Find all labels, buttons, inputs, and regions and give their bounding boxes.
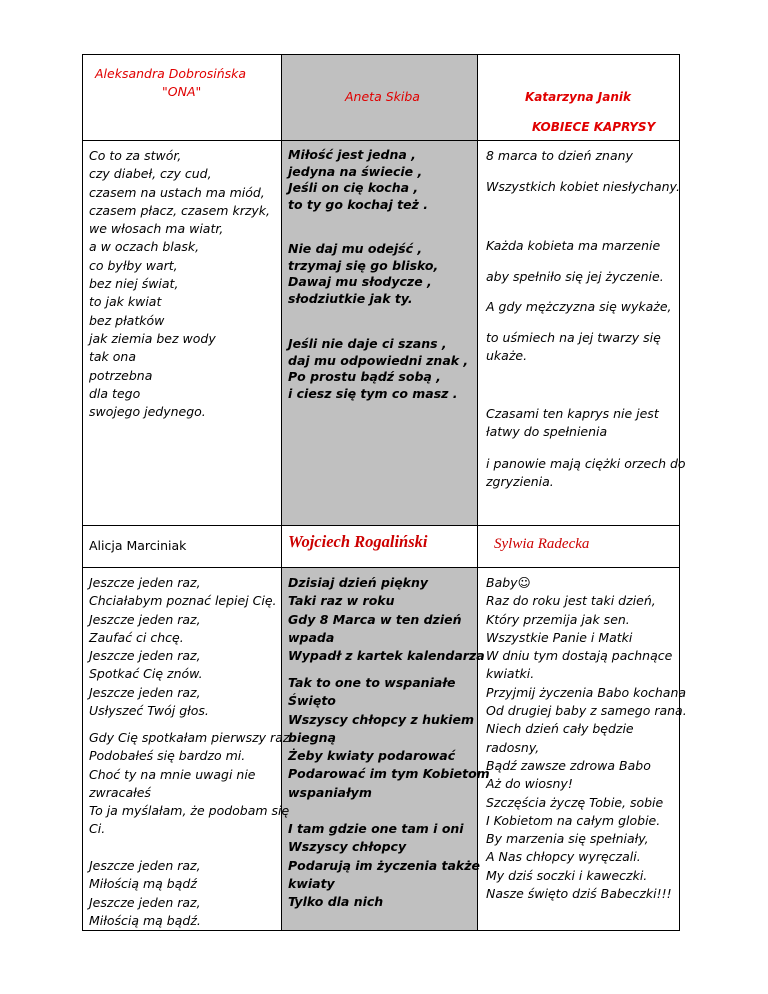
- poem-line: we włosach ma wiatr,: [89, 221, 224, 237]
- poem-sylwia: [486, 574, 687, 903]
- poem-line: i panowie mają ciężki orzech do: [486, 456, 686, 471]
- poem-line: to jak kwiat: [89, 294, 162, 310]
- poem-aneta-stanza-1: [288, 147, 428, 213]
- poem-line: I Kobietom na całym globie.: [486, 812, 661, 828]
- poem-line: kwiaty: [288, 875, 335, 891]
- poem-line: potrzebna: [89, 367, 153, 383]
- author-aleksandra: Aleksandra Dobrosińska: [95, 66, 247, 81]
- poem-line: czasem płacz, czasem krzyk,: [89, 202, 271, 218]
- poem-alicja-stanza-2: [89, 729, 289, 839]
- author-katarzyna: Katarzyna Janik: [525, 90, 631, 104]
- poem-ona: [89, 147, 270, 421]
- poem-line: swojego jedynego.: [89, 404, 206, 420]
- poem-line: Spotkać Cię znów.: [89, 666, 203, 682]
- poem-line: Dzisiaj dzień piękny: [288, 575, 429, 590]
- poem-line: Święto: [288, 693, 336, 709]
- poem-line: Miłością mą bądź: [89, 876, 197, 892]
- poem-line: jak ziemia bez wody: [89, 330, 216, 346]
- poem-line: Wszystkie Panie i Matki: [486, 629, 633, 645]
- poem-wojciech-stanza-2: [288, 674, 490, 802]
- poem-aneta-stanza-3: [288, 336, 468, 402]
- poem-line: Czasami ten kaprys nie jest: [486, 406, 659, 421]
- poem-line: czy diabeł, czy cud,: [89, 166, 212, 182]
- poem-alicja-stanza-1: [89, 574, 277, 720]
- poem-line: Raz do roku jest taki dzień,: [486, 593, 656, 609]
- poem-line: Jeśli on cię kocha ,: [288, 180, 419, 195]
- row-divider-3: [82, 567, 680, 568]
- row-divider-2: [82, 525, 680, 526]
- poem-line: daj mu odpowiedni znak ,: [288, 352, 469, 368]
- poem-line: Szczęścia życzę Tobie, sobie: [486, 794, 664, 810]
- poem-line: to ty go kochaj też .: [288, 196, 428, 212]
- poem-line: Wszyscy chłopcy z hukiem: [288, 711, 474, 727]
- poem-line: Który przemija jak sen.: [486, 611, 630, 627]
- poem-line: wspaniałym: [288, 784, 372, 800]
- poem-line: jedyna na świecie ,: [288, 163, 423, 179]
- poem-line: co byłby wart,: [89, 257, 178, 273]
- poem-line: Jeszcze jeden raz,: [89, 894, 201, 910]
- poem-line: Po prostu bądź sobą ,: [288, 369, 441, 384]
- poem-line: Jeszcze jeden raz,: [89, 648, 201, 664]
- poem-line: Wszyscy chłopcy: [288, 839, 407, 855]
- poem-line: bez niej świat,: [89, 276, 179, 292]
- poem-line: Jeszcze jeden raz,: [89, 575, 201, 590]
- poem-line: Jeśli nie daje ci szans ,: [288, 336, 447, 351]
- poem-line: Miłość jest jedna ,: [288, 147, 416, 162]
- poem-wojciech-stanza-1: [288, 574, 485, 665]
- poem-line: Nie daj mu odejść ,: [288, 241, 423, 256]
- table-left-border: [82, 54, 83, 931]
- author-aneta: Aneta Skiba: [345, 89, 420, 104]
- poem-line: wpada: [288, 629, 335, 645]
- poem-line: Dawaj mu słodycze ,: [288, 274, 432, 289]
- poem-wojciech-stanza-3: [288, 820, 480, 911]
- poem-line: Tak to one to wspaniałe: [288, 675, 456, 690]
- poem-line: kwiatki.: [486, 666, 535, 682]
- table-top-border: [82, 54, 680, 55]
- poem-line: dla tego: [89, 385, 141, 401]
- poem-line: 8 marca to dzień znany: [486, 148, 633, 163]
- poem-line: Wypadł z kartek kalendarza: [288, 648, 485, 664]
- poem-line: Podarować im tym Kobietom: [288, 766, 490, 782]
- poem-line: czasem na ustach ma miód,: [89, 184, 265, 200]
- poem-line: Gdy 8 Marca w ten dzień: [288, 611, 462, 627]
- poem-line: Gdy Cię spotkałam pierwszy raz: [89, 730, 290, 745]
- poem-line: I tam gdzie one tam i oni: [288, 821, 464, 836]
- poem-line: tak ona: [89, 349, 137, 365]
- poem-line: Chciałabym poznać lepiej Cię.: [89, 593, 277, 609]
- poem-aneta-stanza-2: [288, 241, 438, 307]
- poem-line: Nasze święto dziś Babeczki!!!: [486, 886, 672, 902]
- row-divider-1: [82, 140, 680, 141]
- poem-line: biegną: [288, 729, 336, 745]
- poem-line: trzymaj się go blisko,: [288, 257, 439, 273]
- poem-line: zgryzienia.: [486, 474, 554, 489]
- author-wojciech: Wojciech Rogaliński: [288, 532, 428, 551]
- poem-line: to uśmiech na jej twarzy się: [486, 330, 661, 345]
- poem-line: Niech dzień cały będzie: [486, 721, 634, 737]
- poem-line: Wszystkich kobiet niesłychany.: [486, 179, 680, 194]
- poem-line: radosny,: [486, 739, 540, 755]
- poem-line: A gdy mężczyzna się wykaże,: [486, 299, 672, 314]
- poem-line: To ja myślałam, że podobam się: [89, 803, 290, 819]
- poem-line: zwracałeś: [89, 784, 151, 800]
- poem-line: Tylko dla nich: [288, 894, 384, 910]
- poem-line: bez płatków: [89, 312, 165, 328]
- poem-line: i ciesz się tym co masz .: [288, 385, 458, 401]
- poem-alicja-stanza-3: [89, 857, 201, 930]
- poem-line: Podobałeś się bardzo mi.: [89, 748, 246, 764]
- poem-line: Usłyszeć Twój głos.: [89, 703, 209, 719]
- poem-title-ona: "ONA": [162, 84, 202, 99]
- poem-line: Co to za stwór,: [89, 148, 182, 163]
- poem-line: By marzenia się spełniały,: [486, 831, 649, 847]
- poem-line: Ci.: [89, 821, 106, 837]
- poem-line: Jeszcze jeden raz,: [89, 611, 201, 627]
- poem-line: aby spełniło się jej życzenie.: [486, 269, 664, 284]
- poem-line: Żeby kwiaty podarować: [288, 748, 456, 764]
- poem-line: słodziutkie jak ty.: [288, 290, 413, 306]
- poem-line: Od drugiej baby z samego rana.: [486, 703, 687, 719]
- poem-line: ukaże.: [486, 348, 528, 363]
- poem-line: łatwy do spełnienia: [486, 424, 608, 439]
- poem-line: Miłością mą bądź.: [89, 912, 201, 928]
- poem-line: My dziś soczki i kaweczki.: [486, 867, 648, 883]
- poem-line: Choć ty na mnie uwagi nie: [89, 766, 256, 782]
- poem-line: Jeszcze jeden raz,: [89, 684, 201, 700]
- poem-line: Aż do wiosny!: [486, 776, 573, 792]
- poem-line: Przyjmij życzenia Babo kochana: [486, 684, 687, 700]
- poem-line: W dniu tym dostają pachnące: [486, 648, 673, 664]
- poem-line: Bądź zawsze zdrowa Babo: [486, 757, 651, 773]
- poem-line: Baby☺: [486, 575, 531, 590]
- poem-line: Podarują im życzenia także: [288, 857, 480, 873]
- poem-line: Jeszcze jeden raz,: [89, 858, 201, 873]
- poem-title-kobiece-kaprysy: KOBIECE KAPRYSY: [532, 120, 656, 134]
- author-alicja: Alicja Marciniak: [89, 538, 187, 553]
- poem-line: A Nas chłopcy wyręczali.: [486, 849, 641, 865]
- poem-line: Zaufać ci chcę.: [89, 629, 184, 645]
- author-sylwia: Sylwia Radecka: [494, 536, 590, 552]
- poem-line: Każda kobieta ma marzenie: [486, 238, 661, 253]
- poem-line: Taki raz w roku: [288, 593, 395, 609]
- poem-line: a w oczach blask,: [89, 239, 200, 255]
